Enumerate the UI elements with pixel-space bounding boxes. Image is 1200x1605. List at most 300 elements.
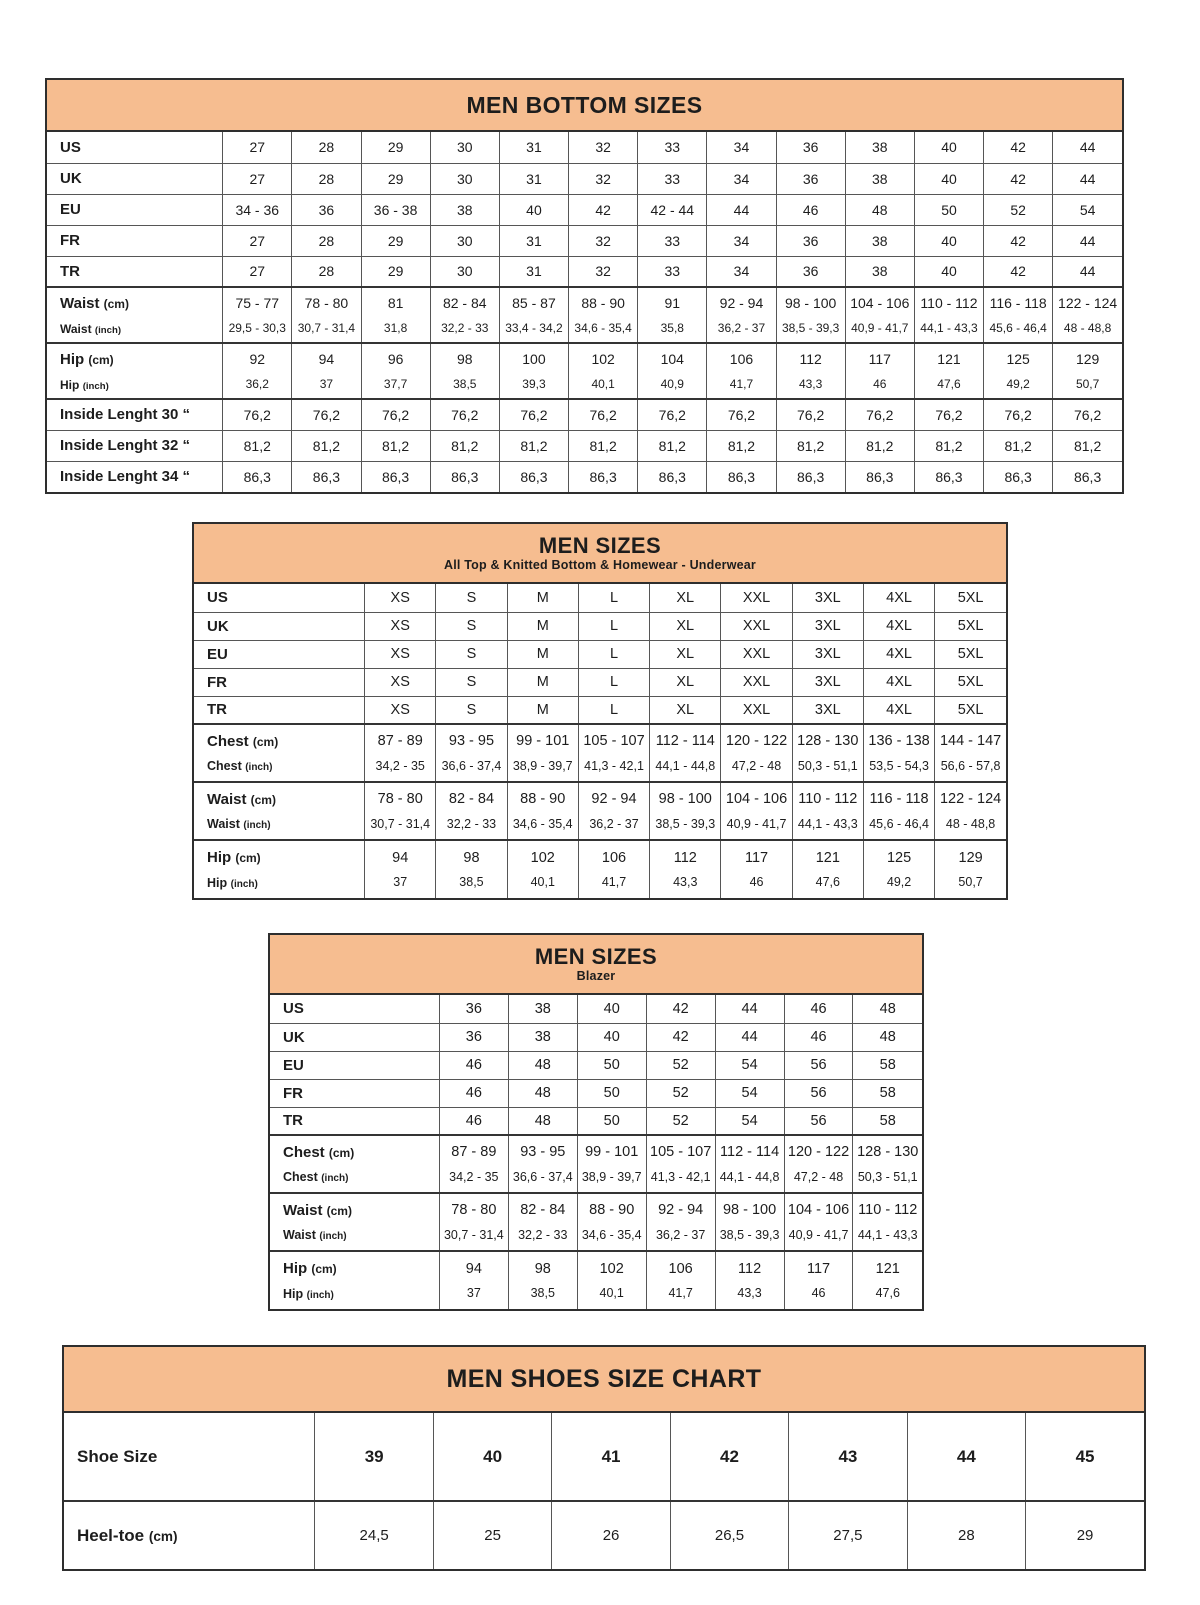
row-label	[194, 584, 365, 612]
size-value-cell: 76,2	[914, 399, 983, 430]
size-value-cell: 31	[499, 132, 568, 163]
size-value-inch: 30,7 - 31,4	[370, 816, 431, 831]
size-value-cell: 30	[430, 132, 499, 163]
size-value-cell: 58	[853, 1079, 922, 1107]
size-value-cell: 38	[508, 1023, 577, 1051]
size-value-cell	[439, 1193, 508, 1251]
table-row	[194, 840, 1006, 898]
size-value-cell: 5XL	[935, 668, 1006, 696]
size-value-cell: 30	[430, 225, 499, 256]
size-value-cell: 86,3	[707, 461, 776, 492]
size-value-cell	[499, 287, 568, 343]
size-value-cell: 40	[914, 163, 983, 194]
size-value-cell	[1053, 343, 1122, 399]
size-value-cell: 52	[646, 1107, 715, 1135]
row-label-text: UK	[283, 1028, 305, 1046]
size-value-cell: 86,3	[430, 461, 499, 492]
size-value-cell: 86,3	[1053, 461, 1122, 492]
size-value-cell: 50	[577, 1079, 646, 1107]
row-label-text: TR	[207, 701, 227, 719]
size-value-cell: S	[436, 668, 507, 696]
size-value-cell	[776, 287, 845, 343]
size-value-inch: 37	[319, 376, 334, 391]
size-value-cell: 58	[853, 1051, 922, 1079]
size-value-cm: 117	[806, 1260, 831, 1277]
size-value-cm: 128 - 130	[857, 1144, 919, 1161]
size-value-cell: 56	[784, 1107, 853, 1135]
size-value-cell: 50	[577, 1051, 646, 1079]
size-value-cell: 81,2	[984, 430, 1053, 461]
size-value-cell: XL	[650, 584, 721, 612]
size-value-cell: XS	[365, 696, 436, 724]
row-label-text: Hip	[283, 1260, 308, 1278]
size-value-cell	[935, 840, 1006, 898]
table-row	[270, 1251, 922, 1309]
size-value-cell: 38	[845, 225, 914, 256]
row-label	[194, 696, 365, 724]
size-value-cell: 44	[1053, 163, 1122, 194]
row-label	[194, 782, 365, 840]
size-value-cell: XS	[365, 584, 436, 612]
size-value-cm: 125	[886, 849, 912, 866]
size-value-cell	[646, 1193, 715, 1251]
table-row	[194, 640, 1006, 668]
size-value-cell: 29	[1026, 1501, 1144, 1569]
size-value-cm: 93 - 95	[520, 1144, 566, 1161]
row-label	[270, 1023, 439, 1051]
size-value-cell: XS	[365, 668, 436, 696]
size-value-cell	[508, 1251, 577, 1309]
row-label-unit: (cm)	[328, 1145, 355, 1160]
size-value-cm: 98	[463, 849, 480, 866]
row-label-line	[283, 1166, 437, 1189]
size-value-cell	[569, 287, 638, 343]
size-value-cell: 41	[552, 1413, 670, 1501]
size-value-cell: 40	[433, 1413, 551, 1501]
table-row	[47, 163, 1122, 194]
size-value-cell: 45	[1026, 1413, 1144, 1501]
table-subtitle: Blazer	[576, 969, 616, 984]
size-value-cell	[650, 840, 721, 898]
size-value-cell	[792, 840, 863, 898]
size-value-inch: 46	[749, 875, 764, 890]
size-value-cell: 36	[776, 256, 845, 287]
size-value-inch: 45,6 - 46,4	[989, 320, 1047, 335]
men-sizes-top-underwear-grid	[194, 584, 1006, 898]
row-label	[47, 256, 223, 287]
size-value-cm: 121	[937, 350, 961, 367]
size-value-cell: 86,3	[776, 461, 845, 492]
row-label-unit: (inch)	[245, 762, 273, 774]
size-value-inch: 40,1	[591, 376, 615, 391]
size-value-cell: 36	[776, 132, 845, 163]
size-value-cell: 36	[439, 1023, 508, 1051]
row-label-line	[60, 318, 220, 340]
size-value-cell: 46	[776, 194, 845, 225]
size-value-cell	[984, 287, 1053, 343]
size-value-cell: 26	[552, 1501, 670, 1569]
size-value-cm: 120 - 122	[787, 1144, 850, 1161]
size-value-cell: 81,2	[430, 430, 499, 461]
row-label	[47, 225, 223, 256]
size-value-inch: 34,6 - 35,4	[581, 1227, 642, 1242]
row-label-text: FR	[60, 232, 80, 249]
size-value-inch: 56,6 - 57,8	[940, 758, 1001, 773]
size-value-cell: 76,2	[223, 399, 292, 430]
size-value-cell: 27	[223, 132, 292, 163]
size-value-cell: 56	[784, 1051, 853, 1079]
size-value-cell	[365, 782, 436, 840]
size-value-cell: L	[578, 696, 649, 724]
size-value-cell: 86,3	[223, 461, 292, 492]
size-value-cell	[984, 343, 1053, 399]
table-row	[47, 225, 1122, 256]
size-value-cm: 128 - 130	[797, 733, 859, 750]
table-row	[47, 287, 1122, 343]
size-value-cell: S	[436, 640, 507, 668]
size-value-cm: 82 - 84	[448, 791, 495, 808]
size-value-cell: 42	[984, 132, 1053, 163]
size-value-cell: 33	[638, 132, 707, 163]
size-value-cell: XXL	[721, 584, 792, 612]
size-value-cell: 50	[914, 194, 983, 225]
table-subtitle: All Top & Knitted Bottom & Homewear - Underwear	[444, 558, 756, 573]
size-value-cell: 54	[715, 1079, 784, 1107]
size-value-cell: 4XL	[863, 640, 934, 668]
size-value-cell: 34	[707, 132, 776, 163]
size-value-cell	[776, 343, 845, 399]
size-value-cell: 40	[914, 225, 983, 256]
size-value-cell: 44	[707, 194, 776, 225]
size-value-cm: 144 - 147	[939, 733, 1002, 750]
row-label-text: Waist	[283, 1228, 316, 1243]
size-value-inch: 50,7	[958, 875, 983, 890]
size-value-cell: 38	[430, 194, 499, 225]
row-label-text: Hip	[207, 849, 232, 867]
table-header-band	[194, 524, 1006, 584]
size-value-cell	[784, 1135, 853, 1193]
size-value-cm: 112 - 114	[720, 1144, 780, 1161]
size-value-inch: 38,5	[459, 875, 484, 890]
size-value-cm: 98	[534, 1260, 551, 1277]
size-value-inch: 36,6 - 37,4	[512, 1169, 573, 1184]
size-value-cell: 81,2	[914, 430, 983, 461]
row-label	[47, 194, 223, 225]
size-value-cell: 76,2	[569, 399, 638, 430]
row-label-text: US	[207, 589, 228, 607]
size-value-cm: 125	[1006, 350, 1030, 367]
size-value-inch: 47,2 - 48	[731, 758, 782, 773]
size-value-cell: 54	[715, 1051, 784, 1079]
row-label-line	[283, 1283, 437, 1306]
size-value-inch: 49,2	[886, 875, 912, 890]
size-value-inch: 43,3	[798, 376, 823, 391]
row-label-unit: (inch)	[319, 1231, 347, 1243]
size-value-cell: 46	[439, 1107, 508, 1135]
size-value-cm: 102	[599, 1260, 624, 1277]
row-label-text: Waist	[207, 817, 240, 832]
size-value-cell: XXL	[721, 612, 792, 640]
row-label-line	[207, 728, 362, 756]
size-value-cell: 46	[784, 995, 853, 1023]
row-label-text: Waist	[60, 295, 100, 313]
table-row	[194, 612, 1006, 640]
size-value-cm: 112	[673, 849, 697, 866]
row-label-text: Shoe Size	[77, 1446, 158, 1466]
size-value-cell: 38	[845, 163, 914, 194]
size-value-cell: 44	[715, 1023, 784, 1051]
table-row	[194, 696, 1006, 724]
row-label	[270, 1079, 439, 1107]
row-label-text: EU	[207, 645, 228, 663]
row-label-text: Chest	[207, 732, 249, 750]
size-value-inch: 44,1 - 43,3	[797, 816, 858, 831]
size-value-cell	[721, 782, 792, 840]
size-value-cell	[646, 1135, 715, 1193]
size-value-cell	[650, 724, 721, 782]
row-label-unit: (cm)	[311, 1262, 337, 1277]
size-value-cell	[577, 1135, 646, 1193]
size-value-inch: 41,3 - 42,1	[584, 758, 644, 773]
size-value-cell: 44	[907, 1413, 1025, 1501]
size-value-cell: XS	[365, 612, 436, 640]
size-value-cm: 92 - 94	[591, 791, 637, 808]
size-value-cm: 102	[530, 849, 555, 866]
row-label-unit: (cm)	[103, 297, 129, 312]
size-value-cm: 116 - 118	[989, 294, 1047, 311]
row-label-text: Waist	[283, 1201, 323, 1219]
size-value-cell: 32	[569, 256, 638, 287]
row-label-line	[60, 374, 220, 396]
row-label-text: Inside Lenght 30 “	[60, 406, 191, 424]
size-value-inch: 48 - 48,8	[1063, 320, 1112, 335]
row-label-unit: (inch)	[82, 380, 109, 392]
size-value-cell: 25	[433, 1501, 551, 1569]
size-value-cell	[784, 1251, 853, 1309]
size-value-cm: 96	[387, 350, 404, 367]
size-value-cell: 31	[499, 256, 568, 287]
size-value-cm: 104 - 106	[725, 791, 788, 808]
size-value-cm: 99 - 101	[585, 1144, 639, 1161]
size-value-cell: 33	[638, 225, 707, 256]
size-value-cm: 121	[815, 849, 840, 866]
size-value-cell: 76,2	[707, 399, 776, 430]
row-label-line	[283, 1197, 437, 1225]
size-value-cell	[577, 1193, 646, 1251]
size-value-cell: 50	[577, 1107, 646, 1135]
row-label-line	[60, 290, 220, 318]
size-value-inch: 49,2	[1006, 376, 1030, 391]
size-value-inch: 50,3 - 51,1	[857, 1169, 918, 1184]
row-label	[270, 1135, 439, 1193]
size-value-inch: 37	[393, 875, 408, 890]
men-sizes-blazer-table	[268, 933, 924, 1311]
size-value-cm: 98	[456, 350, 473, 367]
size-value-cell	[361, 343, 430, 399]
row-label-text: Inside Lenght 32 “	[60, 437, 191, 454]
row-label-text: FR	[283, 1084, 303, 1102]
size-value-cell	[430, 343, 499, 399]
size-value-cell: 52	[984, 194, 1053, 225]
size-value-inch: 44,1 - 43,3	[920, 320, 978, 335]
size-value-cell: 86,3	[499, 461, 568, 492]
table-row	[270, 1079, 922, 1107]
men-bottom-sizes-grid	[47, 132, 1122, 492]
size-value-cell: M	[507, 696, 578, 724]
size-value-cell: 38	[845, 132, 914, 163]
men-sizes-blazer-grid	[270, 995, 922, 1309]
size-value-cell: XL	[650, 612, 721, 640]
size-value-cell	[715, 1193, 784, 1251]
size-value-cell: 52	[646, 1051, 715, 1079]
size-value-inch: 34,6 - 35,4	[574, 320, 632, 335]
size-value-cm: 88 - 90	[589, 1202, 635, 1219]
size-value-cell	[436, 782, 507, 840]
size-value-cell: 31	[499, 225, 568, 256]
size-value-cm: 87 - 89	[377, 733, 423, 750]
row-label-unit: (inch)	[306, 1289, 334, 1301]
size-value-cell: 86,3	[845, 461, 914, 492]
size-value-cell	[507, 782, 578, 840]
size-value-cell: 48	[853, 995, 922, 1023]
row-label	[270, 1107, 439, 1135]
size-value-cell	[569, 343, 638, 399]
size-value-cm: 98 - 100	[722, 1202, 777, 1219]
size-value-inch: 53,5 - 54,3	[869, 758, 929, 773]
size-value-cell	[578, 782, 649, 840]
row-label-line	[207, 872, 362, 895]
size-value-cm: 78 - 80	[451, 1202, 497, 1219]
size-value-inch: 32,2 - 33	[441, 320, 489, 335]
row-label	[270, 1193, 439, 1251]
size-value-cell: M	[507, 668, 578, 696]
size-value-cell	[707, 343, 776, 399]
row-label-line	[207, 844, 362, 872]
row-label-text: US	[60, 138, 81, 156]
size-value-inch: 40,9	[660, 376, 684, 391]
size-value-cm: 82 - 84	[442, 294, 487, 311]
table-row	[270, 1023, 922, 1051]
size-value-inch: 34,2 - 35	[375, 758, 425, 773]
size-value-cell	[707, 287, 776, 343]
size-value-cell	[863, 782, 934, 840]
row-label-line	[283, 1139, 437, 1167]
size-value-inch: 47,6	[815, 875, 840, 890]
size-value-cell	[578, 840, 649, 898]
row-label-text: EU	[60, 201, 81, 218]
size-value-inch: 41,7	[601, 875, 627, 890]
size-value-cell	[638, 287, 707, 343]
size-value-cell: 44	[1053, 225, 1122, 256]
size-value-cell: 39	[315, 1413, 433, 1501]
size-value-cell	[914, 343, 983, 399]
size-value-cell	[935, 782, 1006, 840]
size-value-inch: 43,3	[737, 1286, 762, 1301]
row-label-unit: (inch)	[243, 820, 271, 832]
size-value-cm: 110 - 112	[858, 1202, 918, 1219]
size-value-cell: 81,2	[499, 430, 568, 461]
row-label-line	[207, 786, 362, 814]
size-value-cell: XXL	[721, 640, 792, 668]
size-value-cell	[792, 724, 863, 782]
table-row	[194, 584, 1006, 612]
size-value-cell: 76,2	[499, 399, 568, 430]
size-value-cell: S	[436, 696, 507, 724]
size-value-cell	[361, 287, 430, 343]
row-label	[64, 1413, 315, 1501]
size-value-cell: 42	[569, 194, 638, 225]
row-label-text: Hip	[207, 875, 228, 890]
size-value-cm: 87 - 89	[451, 1144, 497, 1161]
size-value-cell: 3XL	[792, 696, 863, 724]
size-value-cell: 32	[569, 163, 638, 194]
size-value-cell: 38	[845, 256, 914, 287]
size-value-cell: 86,3	[569, 461, 638, 492]
size-value-cell: 32	[569, 225, 638, 256]
size-value-cell	[863, 724, 934, 782]
size-value-cell: 81,2	[707, 430, 776, 461]
size-value-cell: XXL	[721, 668, 792, 696]
size-value-cell: 48	[845, 194, 914, 225]
size-value-cell: 3XL	[792, 612, 863, 640]
size-value-cm: 116 - 118	[869, 791, 929, 808]
size-value-cell: 27,5	[789, 1501, 907, 1569]
size-value-inch: 41,3 - 42,1	[650, 1169, 711, 1184]
size-value-cell: 3XL	[792, 584, 863, 612]
size-value-cm: 92 - 94	[658, 1202, 704, 1219]
size-value-cell	[784, 1193, 853, 1251]
size-value-cell	[721, 840, 792, 898]
size-value-cm: 78 - 80	[304, 294, 349, 311]
size-value-cell: 44	[715, 995, 784, 1023]
size-value-cell: 76,2	[1053, 399, 1122, 430]
size-value-cell	[365, 724, 436, 782]
row-label-unit: (cm)	[88, 353, 114, 368]
size-value-cell: 48	[508, 1107, 577, 1135]
size-value-cm: 78 - 80	[377, 791, 423, 808]
size-value-cell: 76,2	[292, 399, 361, 430]
size-value-inch: 36,2	[245, 376, 269, 391]
table-row	[270, 1193, 922, 1251]
size-value-cell: L	[578, 668, 649, 696]
row-label-unit: (cm)	[326, 1203, 352, 1218]
size-value-cell: 40	[914, 256, 983, 287]
size-value-inch: 45,6 - 46,4	[869, 816, 929, 831]
size-value-cell	[223, 343, 292, 399]
size-value-cm: 81	[387, 294, 404, 311]
size-value-cm: 94	[392, 849, 409, 866]
table-row	[194, 782, 1006, 840]
size-value-inch: 47,2 - 48	[793, 1169, 844, 1184]
size-value-cell	[646, 1251, 715, 1309]
table-title: MEN SIZES	[534, 943, 658, 969]
size-value-cell: 52	[646, 1079, 715, 1107]
size-value-cell: 86,3	[638, 461, 707, 492]
size-value-cm: 112	[738, 1260, 762, 1277]
size-value-inch: 44,1 - 43,3	[857, 1227, 918, 1242]
table-row	[270, 1051, 922, 1079]
size-value-cell: 38	[508, 995, 577, 1023]
size-value-inch: 46	[811, 1286, 826, 1301]
size-value-cell: 26,5	[670, 1501, 788, 1569]
row-label-text: Waist	[207, 790, 247, 808]
size-value-inch: 38,5 - 39,3	[781, 320, 840, 335]
table-row	[47, 132, 1122, 163]
size-value-cell: 81,2	[223, 430, 292, 461]
size-value-inch: 38,5 - 39,3	[719, 1227, 780, 1242]
row-label-text: UK	[60, 170, 82, 187]
row-label-text: Hip	[283, 1286, 304, 1301]
